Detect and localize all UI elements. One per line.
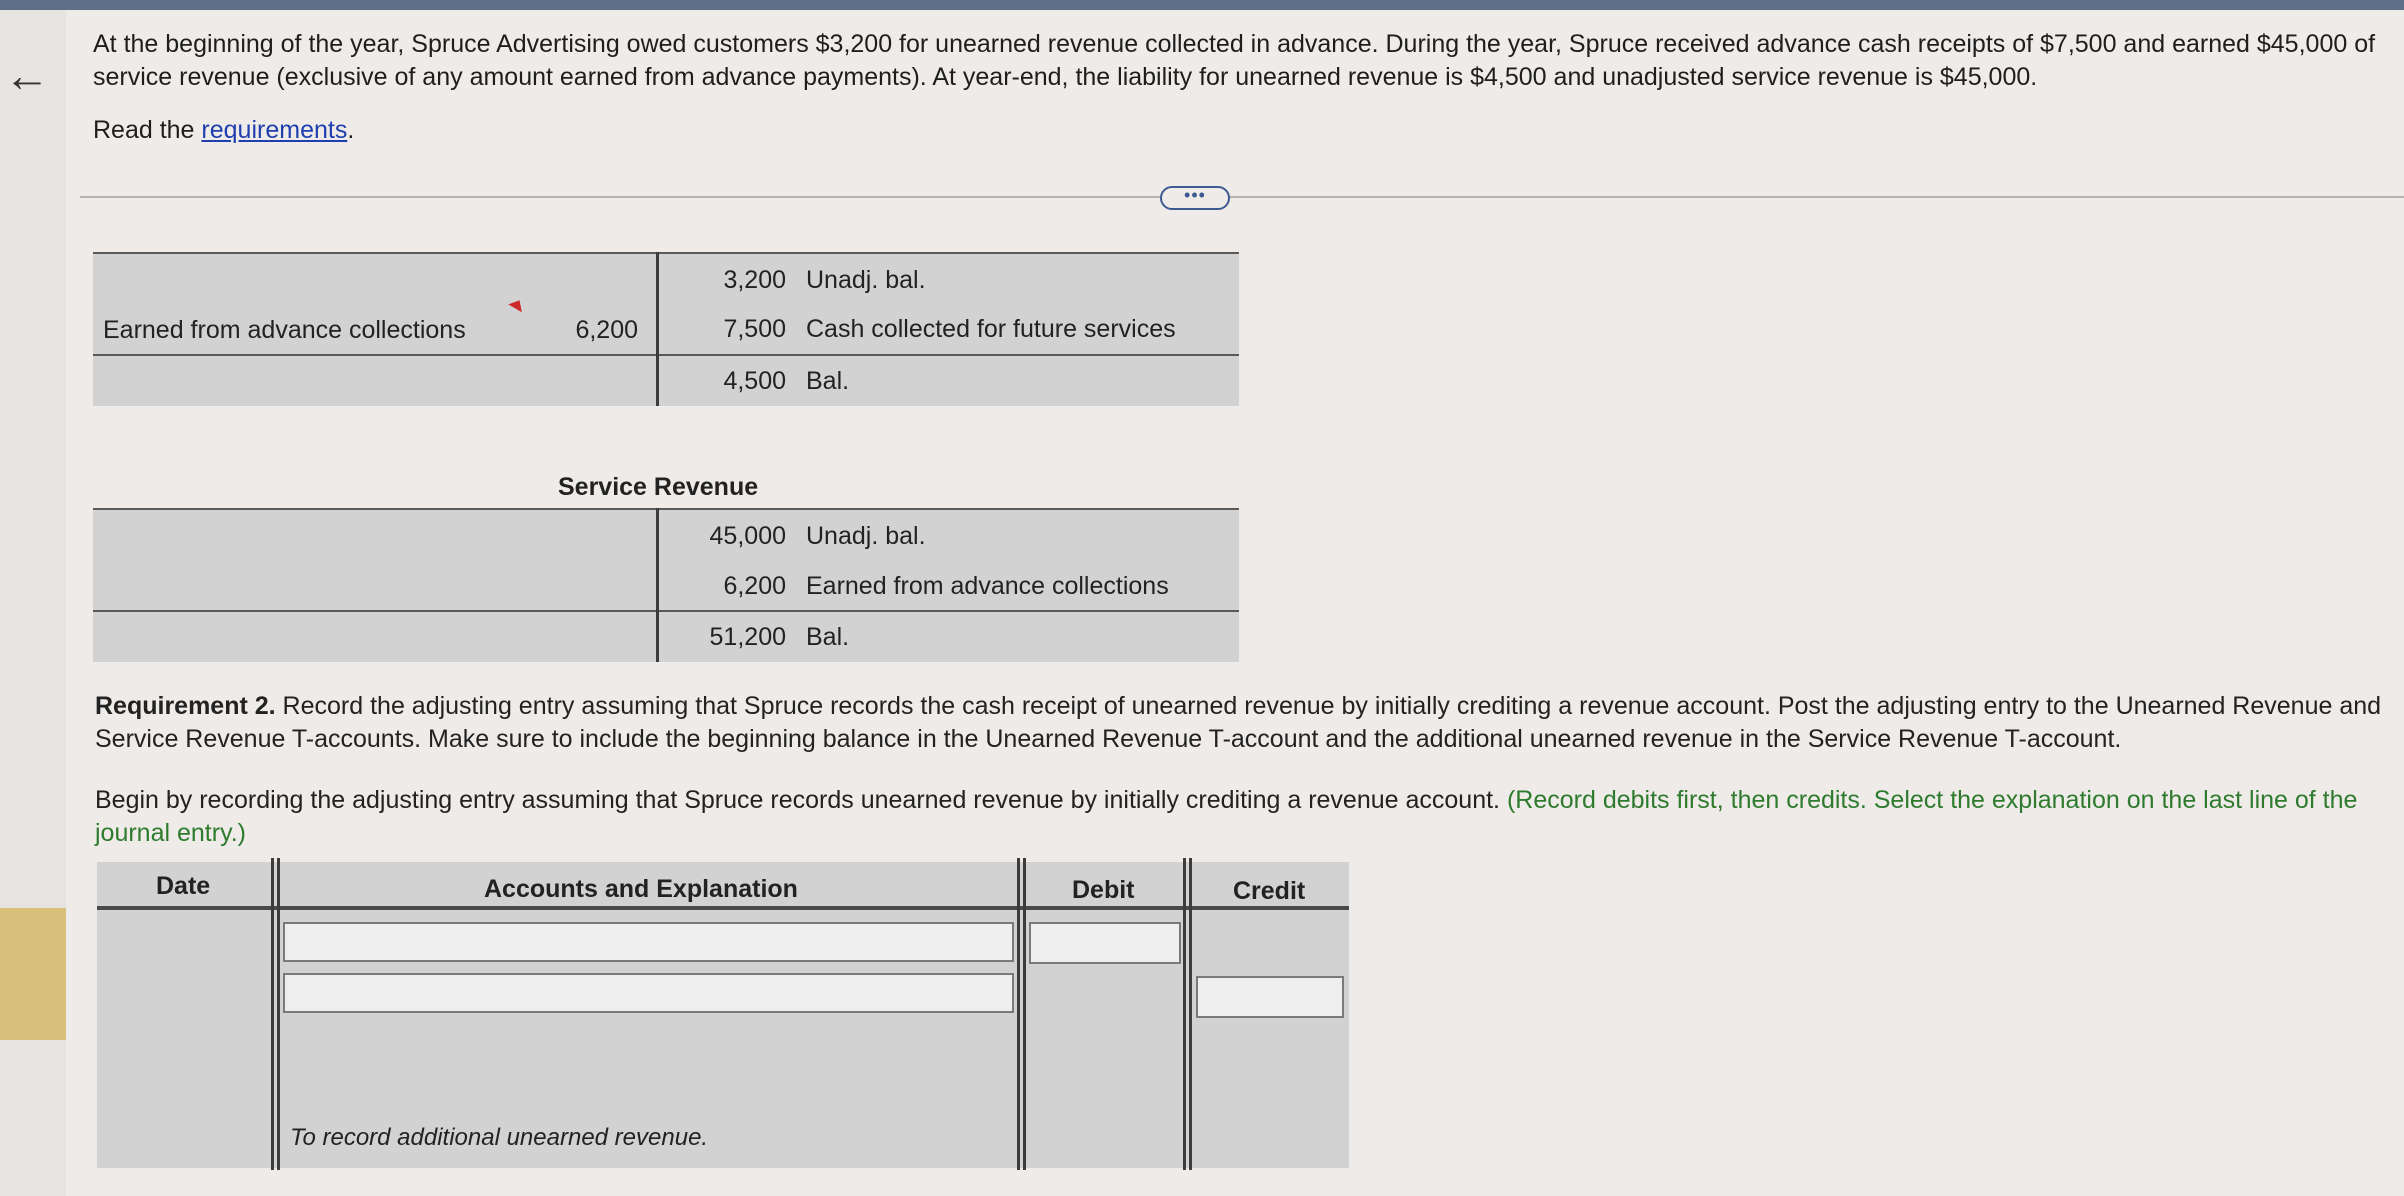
unearned-taccount-top-line bbox=[93, 252, 1239, 254]
instruction-text: Begin by recording the adjusting entry assuming that Spruce records unearned revenue by initially crediting a revenue account. bbox=[95, 786, 1507, 814]
journal-col-divider bbox=[1183, 858, 1186, 1170]
journal-col-divider bbox=[1189, 858, 1192, 1170]
journal-col-divider bbox=[277, 858, 280, 1170]
service-credit-amount: 45,000 bbox=[709, 522, 786, 550]
read-requirements bbox=[93, 114, 354, 147]
more-options-button[interactable]: ••• bbox=[1160, 186, 1230, 210]
unearned-credit-amount: 7,500 bbox=[723, 315, 786, 343]
read-prefix: Read the bbox=[93, 116, 202, 144]
debit-amount-input[interactable] bbox=[1029, 922, 1181, 964]
journal-col-divider bbox=[271, 858, 274, 1170]
account-input-credit[interactable] bbox=[283, 973, 1014, 1013]
journal-col-divider bbox=[1017, 858, 1020, 1170]
journal-explanation: To record additional unearned revenue. bbox=[290, 1124, 709, 1151]
journal-header-line bbox=[97, 906, 1349, 910]
service-credit-label: Unadj. bal. bbox=[806, 522, 926, 550]
unearned-balance-amount: 4,500 bbox=[723, 367, 786, 395]
unearned-debit-amount: 6,200 bbox=[575, 316, 638, 344]
back-arrow-icon[interactable]: ← bbox=[4, 49, 50, 101]
journal-header-date: Date bbox=[156, 872, 211, 900]
left-panel bbox=[0, 10, 66, 1196]
problem-statement: At the beginning of the year, Spruce Advertising owed customers $3,200 for unearned revenue collected in advance. During the year, Spruce received advance cash receipts of $7,500 and earned $45,000 of service revenue (exclusive of any amount earned from advance payments). At year-end, the liability for unearned revenue is $4,500 and unadjusted service revenue is $45,000. bbox=[93, 30, 2376, 91]
instruction-hint: (Record debits first, then credits. Select the explanation on the last line of the journal entry.) bbox=[95, 786, 2358, 847]
unearned-debit-label: Earned from advance collections bbox=[103, 316, 466, 344]
read-suffix: . bbox=[347, 116, 355, 144]
journal-header-accounts: Accounts and Explanation bbox=[484, 875, 798, 903]
service-taccount-top-line bbox=[93, 508, 1239, 510]
unearned-credit-label: Unadj. bal. bbox=[806, 266, 926, 294]
requirements-link[interactable]: requirements bbox=[201, 116, 348, 144]
service-balance-label: Bal. bbox=[806, 623, 850, 651]
account-input-debit[interactable] bbox=[283, 922, 1014, 962]
requirement-body: Record the adjusting entry assuming that Spruce records the cash receipt of unearned revenue by initially crediting a revenue account. Post the adjusting entry to the Unearned Revenue and Service Revenue T-accounts. Make sure to include the beginning balance in the Unearned Revenue T-account and the additional unearned revenue in the Service Revenue T-account. bbox=[95, 692, 2382, 753]
instructions bbox=[95, 784, 2395, 850]
requirement-label: Requirement 2. bbox=[95, 692, 276, 720]
journal-header-credit: Credit bbox=[1233, 877, 1306, 905]
service-taccount-divider bbox=[656, 508, 659, 662]
service-revenue-title: Service Revenue bbox=[558, 473, 759, 501]
journal-header-debit: Debit bbox=[1072, 876, 1135, 904]
credit-amount-input[interactable] bbox=[1196, 976, 1344, 1018]
unearned-credit-label: Cash collected for future services bbox=[806, 315, 1176, 343]
unearned-credit-amount: 3,200 bbox=[723, 266, 786, 294]
left-panel-highlight bbox=[0, 908, 66, 1040]
unearned-taccount-divider bbox=[656, 252, 659, 406]
service-balance-amount: 51,200 bbox=[709, 623, 786, 651]
unearned-taccount-balance-line bbox=[93, 354, 1239, 356]
requirement-text bbox=[95, 690, 2395, 756]
service-credit-label: Earned from advance collections bbox=[806, 572, 1169, 600]
service-credit-amount: 6,200 bbox=[723, 572, 786, 600]
service-taccount-balance-line bbox=[93, 610, 1239, 612]
top-bar bbox=[0, 0, 2404, 10]
journal-col-divider bbox=[1023, 858, 1026, 1170]
section-divider bbox=[80, 196, 2404, 198]
unearned-balance-label: Bal. bbox=[806, 367, 850, 395]
